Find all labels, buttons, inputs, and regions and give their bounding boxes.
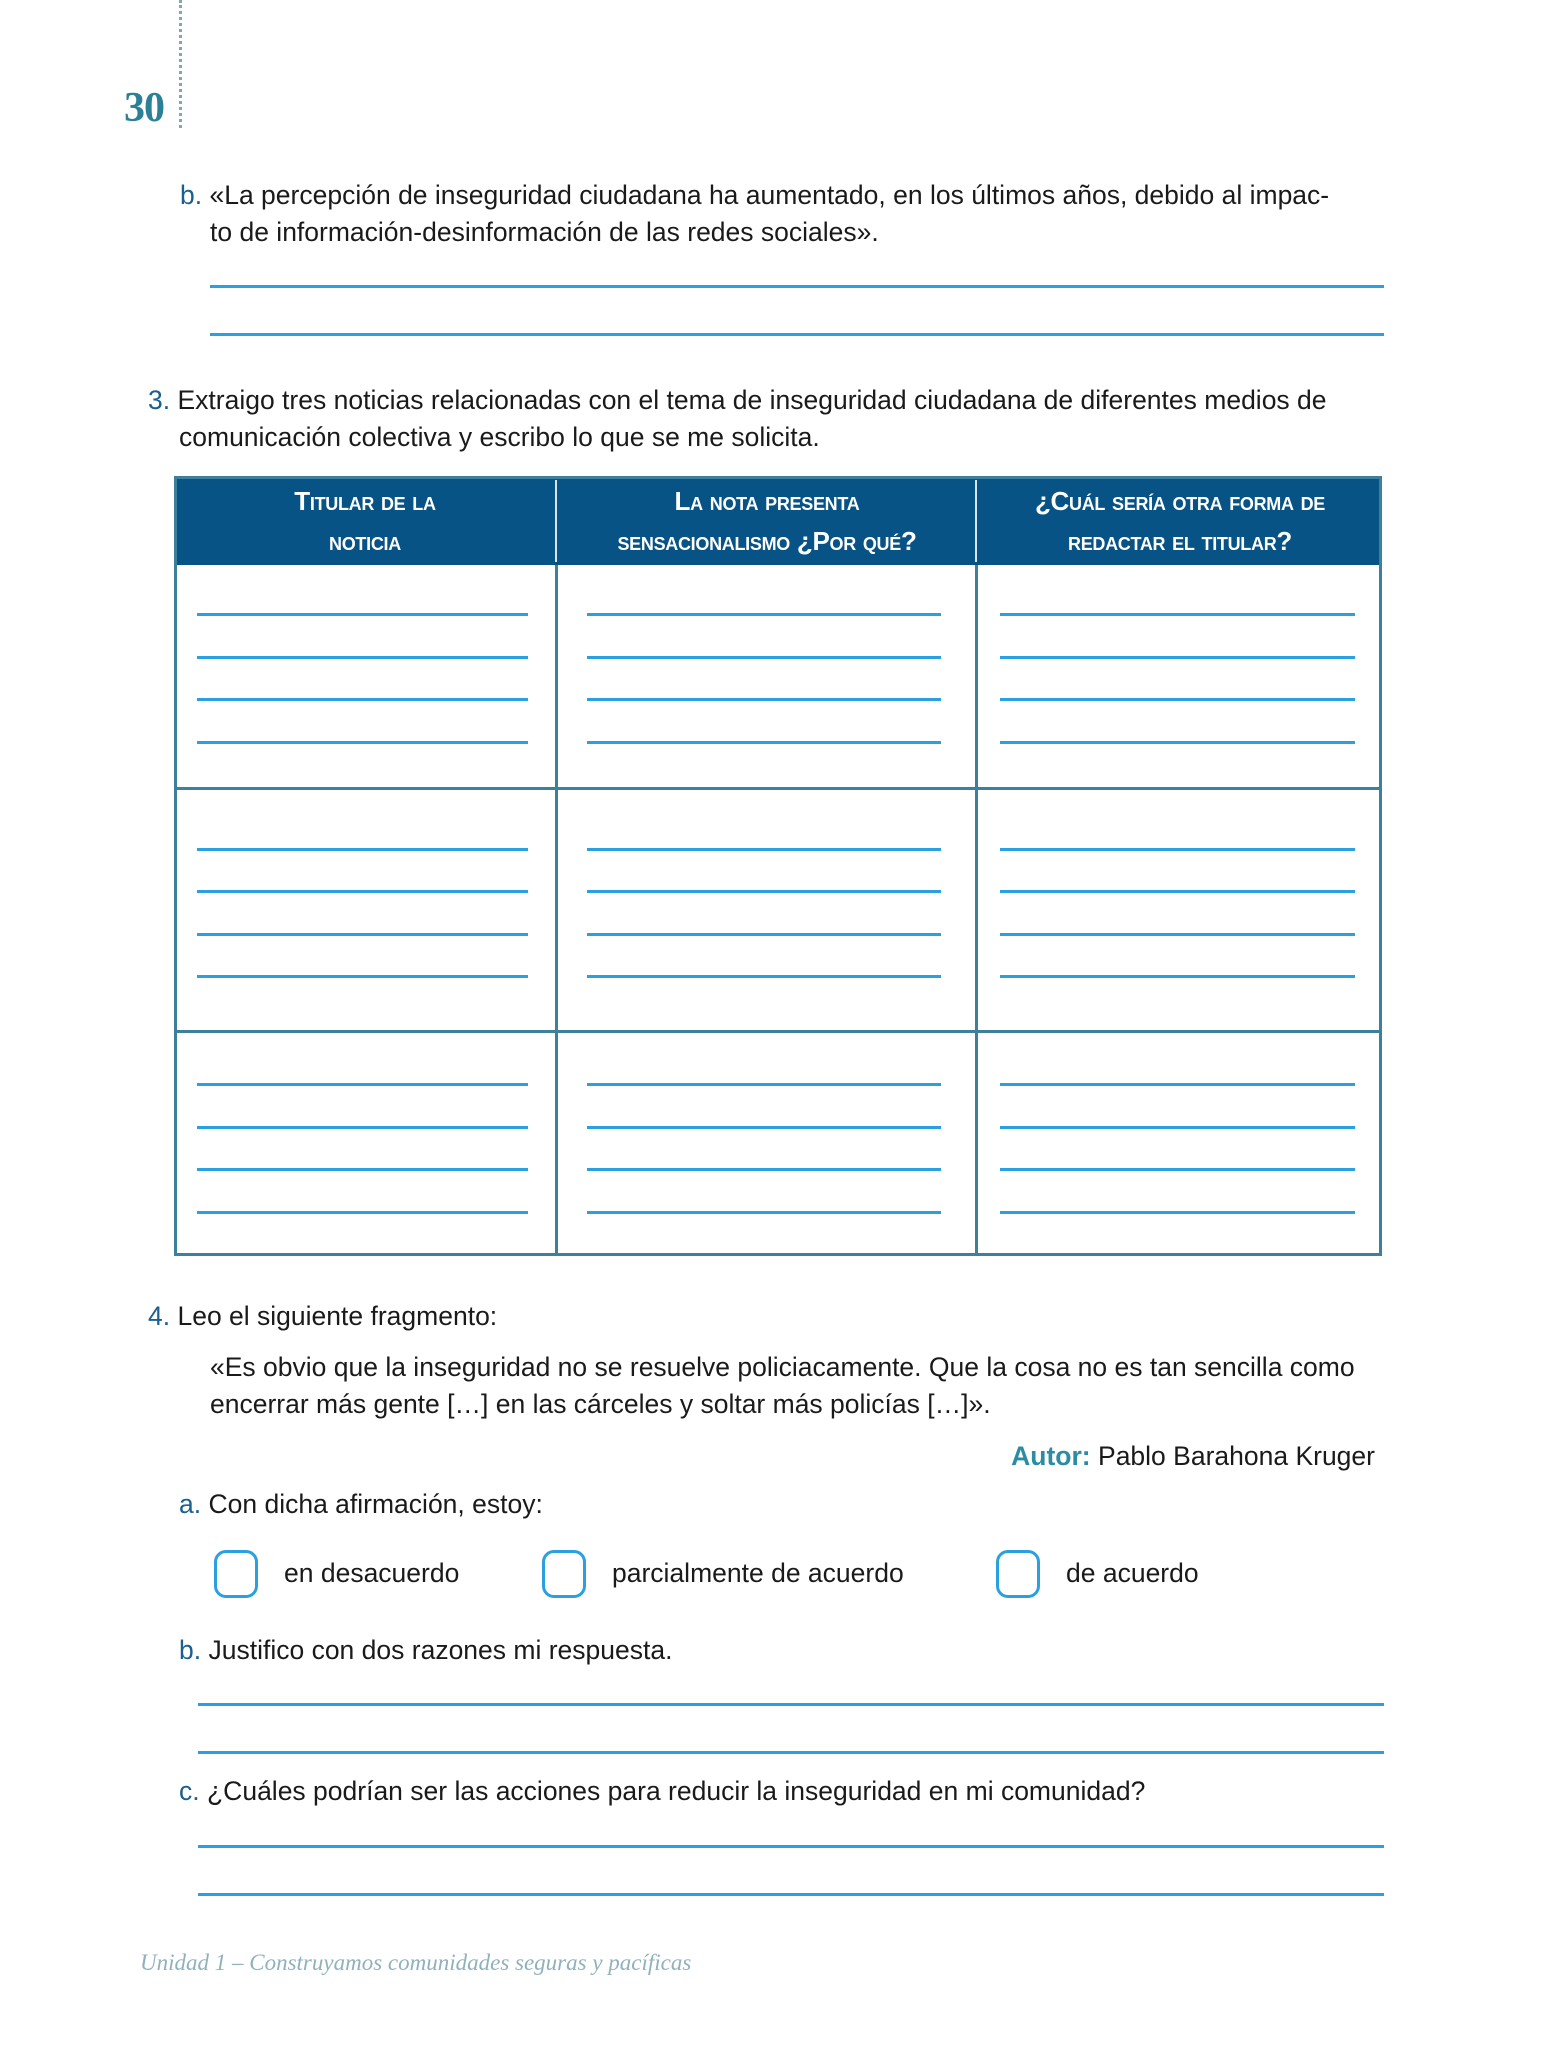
row-divider <box>174 787 1382 790</box>
author-label: Autor: <box>1011 1441 1091 1471</box>
item-4-intro <box>148 1298 497 1335</box>
checkbox-de-acuerdo[interactable] <box>996 1550 1040 1598</box>
column-divider <box>975 565 978 1256</box>
item-4c <box>179 1773 1145 1810</box>
table-answer-line[interactable] <box>197 933 528 936</box>
table-answer-line[interactable] <box>587 741 941 744</box>
table-answer-line[interactable] <box>587 1168 941 1171</box>
item-b-text-1: «La percepción de inseguridad ciudadana ha aumentado, en los últimos años, debido al impac- <box>209 180 1330 210</box>
header-line: La nota presenta <box>674 485 860 516</box>
item-3-line2: comunicación colectiva y escribo lo que se me solicita. <box>179 422 820 452</box>
checkbox-parcialmente-de-acuerdo[interactable] <box>542 1550 586 1598</box>
table-answer-line[interactable] <box>197 741 528 744</box>
table-answer-line[interactable] <box>197 698 528 701</box>
item-4a-label: a. <box>179 1489 202 1519</box>
table-answer-line[interactable] <box>1000 890 1355 893</box>
item-4b-label: b. <box>179 1635 202 1665</box>
header-line: ¿Cuál sería otra forma de <box>1034 485 1326 516</box>
table-answer-line[interactable] <box>587 1083 941 1086</box>
item-4b <box>179 1632 672 1669</box>
table-answer-line[interactable] <box>587 698 941 701</box>
quote-line2: encerrar más gente […] en las cárceles y soltar más policías […]». <box>210 1389 991 1419</box>
header-line: Titular de la <box>294 485 436 516</box>
item-b-line1 <box>180 177 1329 214</box>
item-4c-label: c. <box>179 1776 200 1806</box>
page-footer: Unidad 1 – Construyamos comunidades seguras y pacíficas <box>140 1950 692 1975</box>
quote-author <box>1011 1438 1375 1475</box>
answer-line[interactable] <box>198 1751 1384 1754</box>
table-answer-line[interactable] <box>1000 848 1355 851</box>
news-table <box>174 476 1382 1256</box>
margin-dotted-rule <box>179 0 182 128</box>
answer-line[interactable] <box>198 1845 1384 1848</box>
option-label: parcialmente de acuerdo <box>612 1558 904 1588</box>
table-answer-line[interactable] <box>1000 933 1355 936</box>
table-answer-line[interactable] <box>587 656 941 659</box>
item-4-label: 4. <box>148 1301 171 1331</box>
item-3-text-1: Extraigo tres noticias relacionadas con el tema de inseguridad ciudadana de diferentes medios de <box>177 385 1327 415</box>
item-b-line2: to de información-desinformación de las redes sociales». <box>210 217 879 247</box>
author-name: Pablo Barahona Kruger <box>1098 1441 1375 1471</box>
answer-line[interactable] <box>198 1703 1384 1706</box>
table-answer-line[interactable] <box>1000 975 1355 978</box>
option-label: en desacuerdo <box>284 1558 460 1588</box>
answer-line[interactable] <box>198 1893 1384 1896</box>
table-answer-line[interactable] <box>1000 1126 1355 1129</box>
table-answer-line[interactable] <box>1000 1211 1355 1214</box>
item-b-label: b. <box>180 180 203 210</box>
table-answer-line[interactable] <box>587 933 941 936</box>
item-4-intro-text: Leo el siguiente fragmento: <box>177 1301 498 1331</box>
table-answer-line[interactable] <box>587 1211 941 1214</box>
table-answer-line[interactable] <box>1000 698 1355 701</box>
item-4a <box>179 1486 543 1523</box>
header-line: noticia <box>329 525 401 556</box>
table-answer-line[interactable] <box>1000 613 1355 616</box>
table-answer-line[interactable] <box>197 1083 528 1086</box>
answer-line[interactable] <box>210 333 1384 336</box>
column-divider <box>555 565 558 1256</box>
item-3-line1 <box>148 382 1327 419</box>
table-answer-line[interactable] <box>1000 741 1355 744</box>
table-answer-line[interactable] <box>1000 1083 1355 1086</box>
header-line: sensacionalismo ¿Por qué? <box>617 525 917 556</box>
table-answer-line[interactable] <box>587 848 941 851</box>
item-3-label: 3. <box>148 385 171 415</box>
page-number: 30 <box>124 85 164 131</box>
table-answer-line[interactable] <box>197 613 528 616</box>
table-answer-line[interactable] <box>587 1126 941 1129</box>
table-answer-line[interactable] <box>197 890 528 893</box>
table-answer-line[interactable] <box>587 613 941 616</box>
item-4a-text: Con dicha afirmación, estoy: <box>208 1489 543 1519</box>
table-answer-line[interactable] <box>197 1168 528 1171</box>
table-answer-line[interactable] <box>197 1126 528 1129</box>
table-answer-line[interactable] <box>197 656 528 659</box>
table-answer-line[interactable] <box>1000 1168 1355 1171</box>
table-answer-line[interactable] <box>587 975 941 978</box>
table-answer-line[interactable] <box>1000 656 1355 659</box>
item-4c-text: ¿Cuáles podrían ser las acciones para reducir la inseguridad en mi comunidad? <box>207 1776 1146 1806</box>
quote-line1: «Es obvio que la inseguridad no se resuelve policiacamente. Que la cosa no es tan sencilla como <box>210 1352 1355 1382</box>
table-answer-line[interactable] <box>587 890 941 893</box>
row-divider <box>174 1030 1382 1033</box>
header-line: redactar el titular? <box>1068 525 1292 556</box>
item-4b-text: Justifico con dos razones mi respuesta. <box>208 1635 673 1665</box>
checkbox-en-desacuerdo[interactable] <box>214 1550 258 1598</box>
table-answer-line[interactable] <box>197 975 528 978</box>
table-answer-line[interactable] <box>197 1211 528 1214</box>
option-label: de acuerdo <box>1066 1558 1199 1588</box>
answer-line[interactable] <box>210 285 1384 288</box>
table-answer-line[interactable] <box>197 848 528 851</box>
